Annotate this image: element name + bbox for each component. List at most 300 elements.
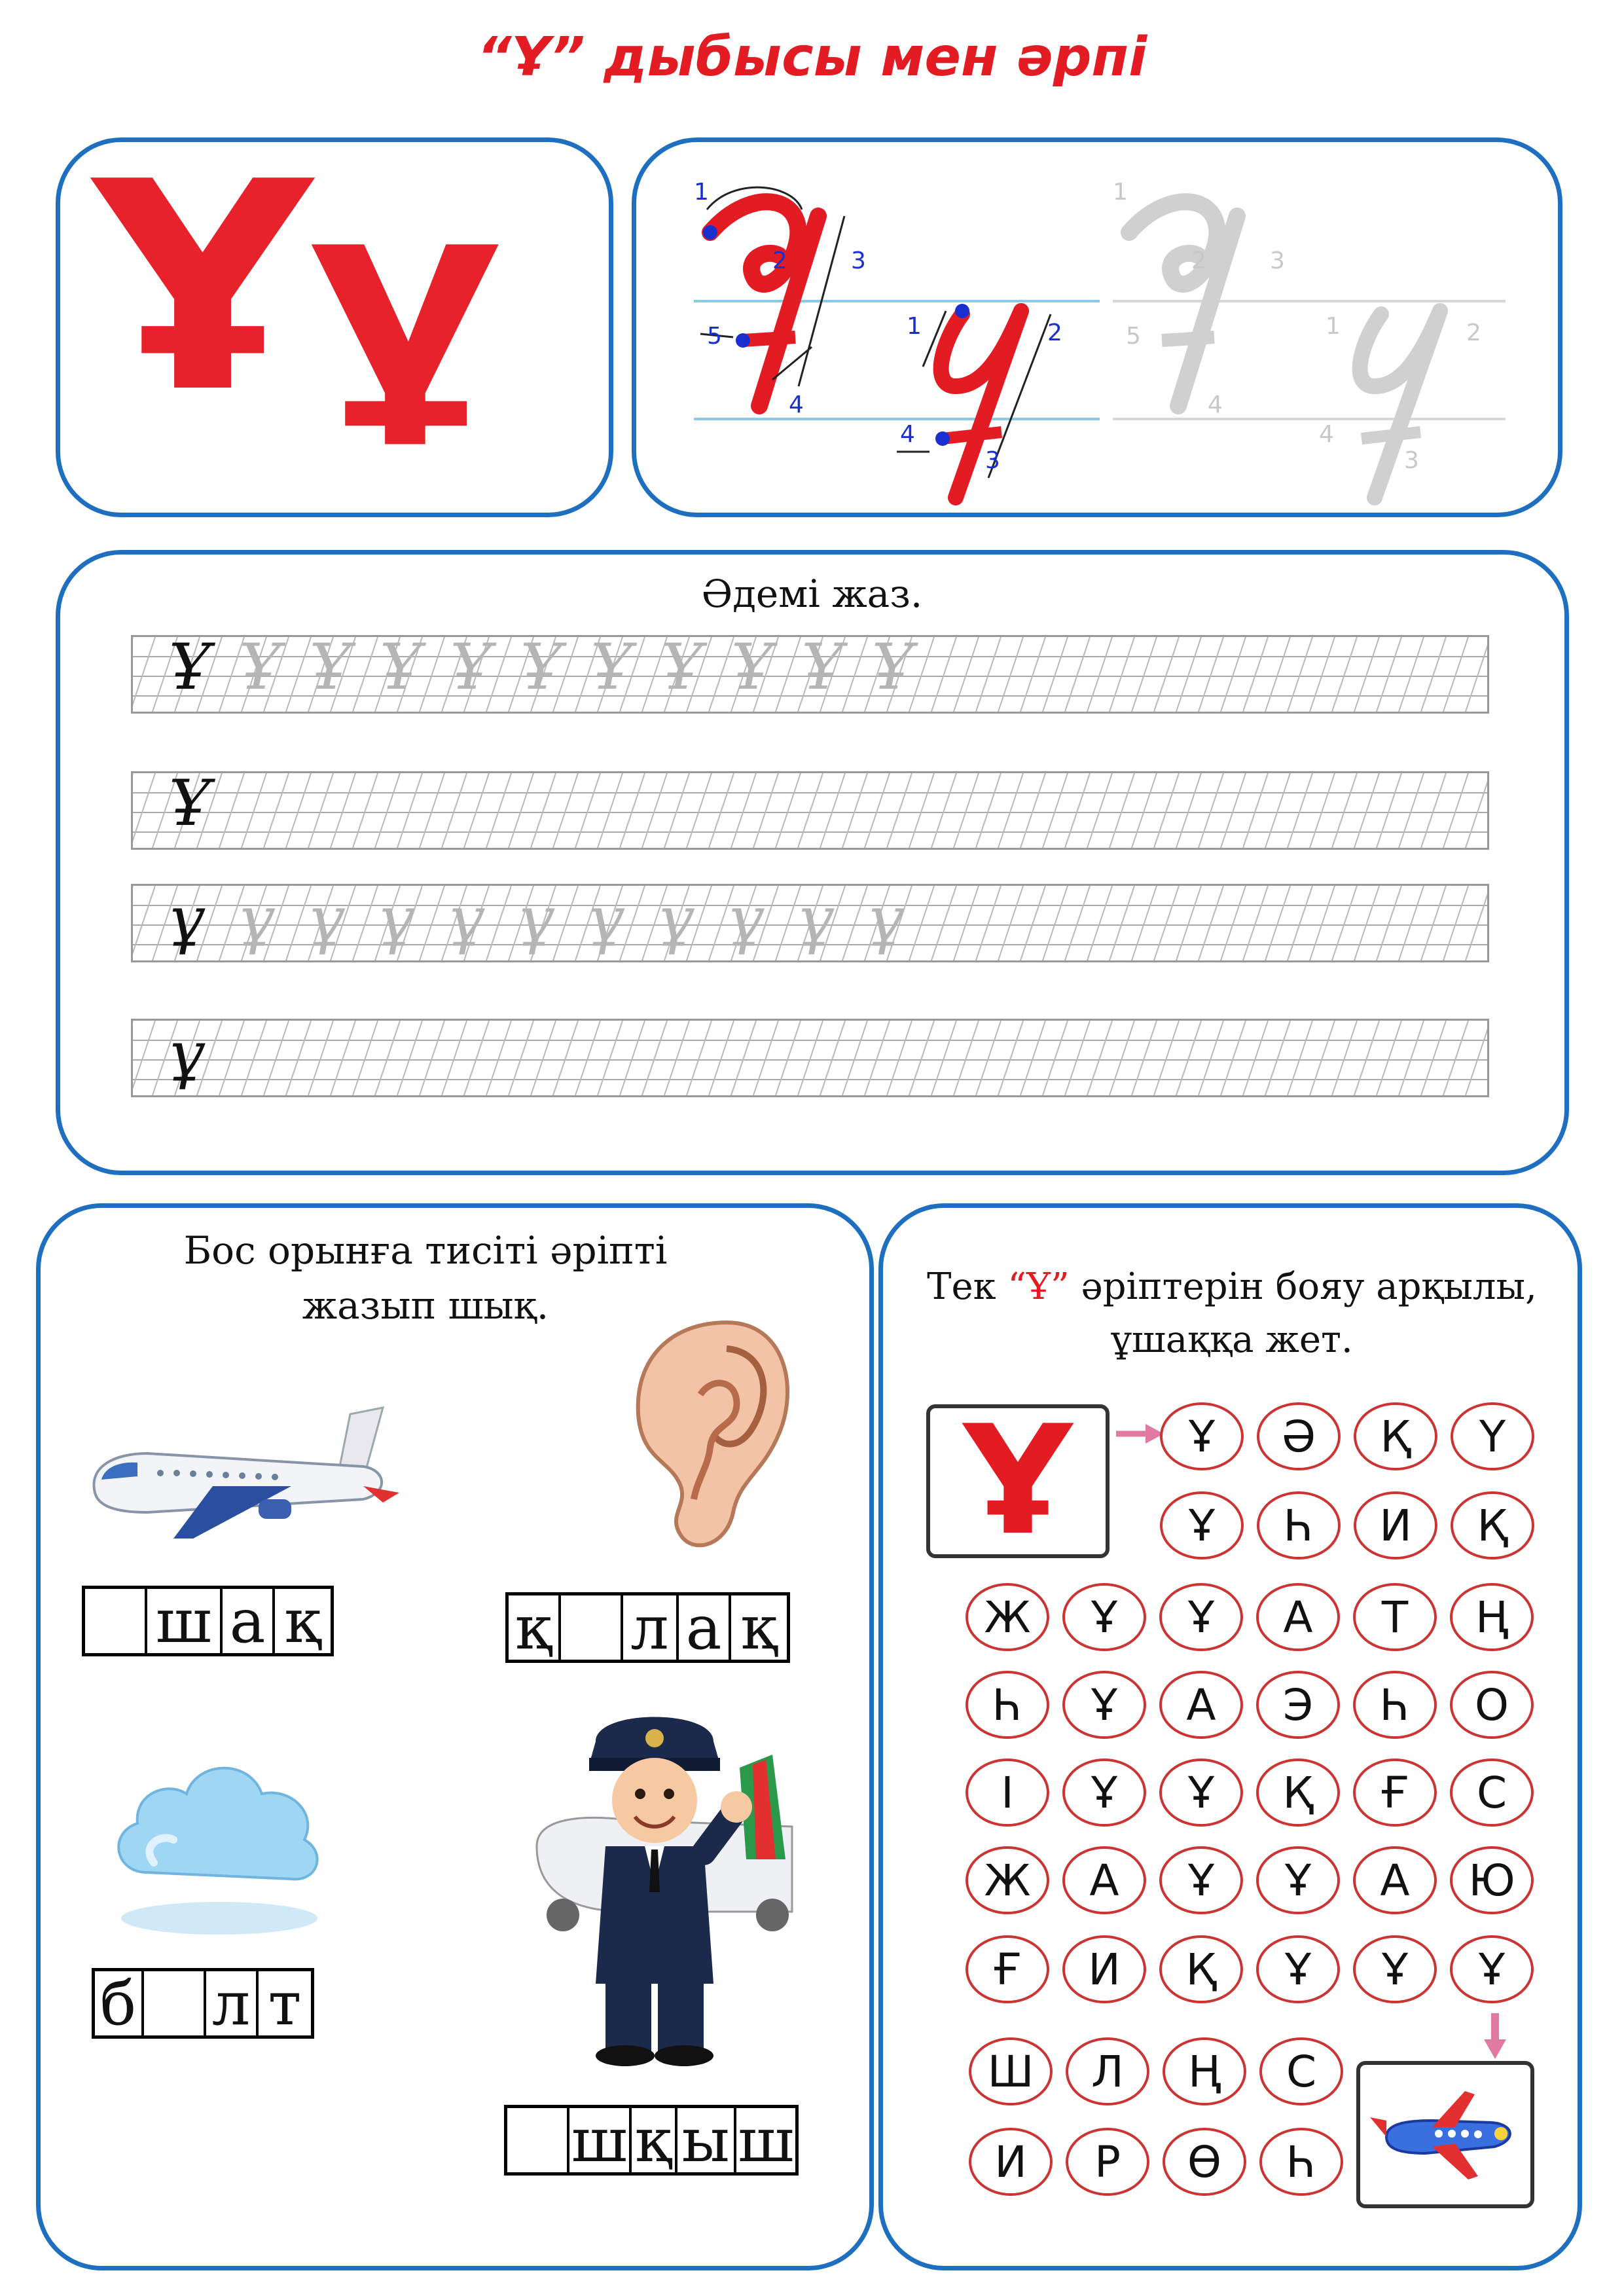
slant-line — [1331, 637, 1357, 714]
maze-circle[interactable]: Ұ — [1450, 1935, 1534, 2003]
slant-line — [1464, 1021, 1489, 1097]
trace-letter: Ұ — [380, 635, 422, 704]
slant-line — [1219, 637, 1246, 714]
trace-letter: ұ — [378, 884, 415, 957]
slant-line — [1219, 773, 1246, 850]
slant-line — [708, 1021, 734, 1097]
maze-circle[interactable]: Ұ — [1062, 1583, 1146, 1651]
slant-line — [1353, 1021, 1379, 1097]
slant-line — [463, 1021, 489, 1097]
slant-line — [530, 1021, 556, 1097]
maze-circle[interactable]: Ж — [965, 1846, 1049, 1914]
slant-line — [329, 773, 355, 850]
slant-line — [685, 773, 712, 850]
airplane-picture — [75, 1394, 403, 1545]
slant-line — [1041, 637, 1068, 714]
slant-line — [262, 773, 289, 850]
slant-line — [307, 1021, 333, 1097]
maze-circle[interactable]: Қ — [1354, 1402, 1437, 1470]
finish-airplane-icon — [1360, 2065, 1530, 2202]
slant-line — [1286, 773, 1312, 850]
slant-line — [1398, 886, 1424, 962]
slant-line — [441, 1021, 467, 1097]
slant-line — [1442, 1021, 1468, 1097]
letter-cell: қ — [740, 1593, 778, 1663]
slant-line — [218, 1021, 244, 1097]
letter-cell: б — [95, 1971, 144, 2035]
letter-cell: ш — [738, 2105, 794, 2176]
trace-letter: Ұ — [871, 635, 914, 704]
slant-line — [1308, 1021, 1335, 1097]
slant-line — [1264, 637, 1290, 714]
slant-line — [952, 1021, 979, 1097]
slant-line — [930, 637, 956, 714]
slant-line — [1375, 637, 1401, 714]
slant-line — [1064, 1021, 1090, 1097]
maze-circle[interactable]: Р — [1066, 2128, 1149, 2196]
slant-line — [1219, 1021, 1246, 1097]
slant-line — [1130, 886, 1157, 962]
maze-circle[interactable]: Ұ — [1160, 1491, 1244, 1559]
slant-line — [1041, 773, 1068, 850]
slant-line — [1308, 773, 1335, 850]
word-box-pilot — [504, 2105, 799, 2176]
letter-cell: қ — [632, 2108, 677, 2172]
slant-line — [1019, 637, 1045, 714]
slant-line — [708, 773, 734, 850]
letter-cell: т — [268, 1969, 302, 2039]
trace-letter: ұ — [867, 884, 904, 957]
slant-line — [952, 773, 979, 850]
slant-line — [1264, 773, 1290, 850]
writing-strip-1[interactable] — [131, 635, 1489, 714]
maze-circle[interactable]: Ш — [969, 2037, 1053, 2105]
slant-line — [1242, 1021, 1268, 1097]
slant-line — [240, 1021, 266, 1097]
slant-line — [1464, 773, 1489, 850]
trace-letter: ұ — [728, 884, 765, 957]
sample-letter: ұ — [169, 1019, 205, 1091]
maze-circle[interactable]: Ғ — [1353, 1758, 1437, 1827]
maze-circle[interactable]: Ұ — [1353, 1935, 1437, 2003]
slant-line — [1242, 637, 1268, 714]
slant-line — [133, 1021, 155, 1097]
slant-line — [1064, 637, 1090, 714]
maze-heading-line1: Тек “Ұ” әріптерін бояу арқылы, — [927, 1266, 1537, 1308]
slant-line — [374, 1021, 400, 1097]
slant-line — [819, 773, 845, 850]
slant-line — [952, 637, 979, 714]
slant-line — [285, 773, 311, 850]
maze-circle[interactable]: О — [1450, 1671, 1534, 1739]
slant-line — [863, 1021, 890, 1097]
writing-strip-4[interactable] — [131, 1019, 1489, 1097]
writing-strip-2[interactable] — [131, 771, 1489, 850]
slant-line — [463, 773, 489, 850]
slant-line — [1086, 886, 1112, 962]
slant-line — [730, 1021, 756, 1097]
ghost-upper-step-2: 2 — [1191, 247, 1206, 274]
slant-line — [1353, 773, 1379, 850]
slant-line — [930, 773, 956, 850]
slant-line — [997, 1021, 1023, 1097]
maze-circle[interactable]: І — [965, 1758, 1049, 1827]
slant-line — [1041, 1021, 1068, 1097]
maze-row-3 — [965, 1583, 1534, 1651]
slant-line — [329, 1021, 355, 1097]
trace-letter: Ұ — [660, 635, 702, 704]
maze-circle[interactable]: С — [1450, 1758, 1534, 1827]
trace-letter: Ұ — [239, 635, 281, 704]
slant-line — [908, 773, 934, 850]
slant-line — [908, 1021, 934, 1097]
slant-line — [797, 1021, 823, 1097]
maze-row-4 — [965, 1671, 1534, 1739]
maze-circle[interactable]: Ұ — [1062, 1758, 1146, 1827]
maze-heading-line2: ұшаққа жет. — [1111, 1319, 1353, 1362]
slant-line — [396, 1021, 422, 1097]
lower-step-2: 2 — [1047, 319, 1062, 346]
slant-line — [1286, 637, 1312, 714]
slant-line — [619, 1021, 645, 1097]
sample-letter: ұ — [169, 884, 205, 957]
ghost-lower-step-1: 1 — [1326, 313, 1341, 340]
maze-circle[interactable]: А — [1256, 1583, 1340, 1651]
maze-circle[interactable]: Ө — [1163, 2128, 1246, 2196]
slant-line — [641, 1021, 667, 1097]
slant-line — [1153, 637, 1179, 714]
slant-line — [441, 773, 467, 850]
maze-circle[interactable]: Һ — [1259, 2128, 1343, 2196]
letter-cell: а — [223, 1589, 275, 1653]
slant-line — [374, 773, 400, 850]
maze-circle[interactable]: А — [1353, 1846, 1437, 1914]
writing-heading: Әдемі жаз. — [701, 572, 923, 616]
slant-line — [418, 773, 444, 850]
trace-letter: ұ — [518, 884, 554, 957]
slant-line — [552, 773, 578, 850]
maze-circle[interactable]: Ұ — [1256, 1935, 1340, 2003]
maze-row-5 — [965, 1758, 1534, 1827]
blank-cell[interactable] — [561, 1595, 623, 1660]
fill-in-heading-line2: жазып шық. — [302, 1283, 549, 1328]
slant-line — [1197, 773, 1223, 850]
slant-line — [1175, 637, 1201, 714]
slant-line — [596, 1021, 623, 1097]
slant-line — [133, 637, 155, 714]
maze-circle[interactable]: А — [1062, 1846, 1146, 1914]
trace-letter: Ұ — [309, 635, 352, 704]
upper-letter-stroke — [700, 187, 844, 406]
maze-circle[interactable]: Ң — [1450, 1583, 1534, 1651]
ghost-upper-step-4: 4 — [1208, 392, 1223, 418]
slant-line — [1153, 773, 1179, 850]
maze-circle[interactable]: Ү — [1451, 1402, 1534, 1470]
letter-cell: ш — [569, 2108, 632, 2172]
slant-line — [797, 773, 823, 850]
maze-circle[interactable]: Ә — [1257, 1402, 1341, 1470]
blank-cell[interactable] — [507, 2108, 569, 2172]
ear-picture — [628, 1316, 799, 1558]
slant-line — [730, 773, 756, 850]
maze-circle[interactable]: Ғ — [965, 1935, 1049, 2003]
letter-cell: л — [206, 1971, 259, 2035]
writing-row-3 — [169, 884, 904, 957]
slant-line — [1108, 1021, 1134, 1097]
blank-cell[interactable] — [85, 1589, 147, 1653]
slant-line — [1019, 1021, 1045, 1097]
blank-cell[interactable] — [144, 1971, 206, 2035]
slant-line — [1064, 773, 1090, 850]
letter-cell: қ — [509, 1595, 561, 1660]
slant-line — [1420, 773, 1446, 850]
slant-line — [1286, 886, 1312, 962]
slant-line — [1464, 637, 1489, 714]
writing-row-4 — [169, 1019, 205, 1091]
slant-line — [1375, 773, 1401, 850]
word-box-airplane — [82, 1586, 334, 1656]
slant-line — [1442, 773, 1468, 850]
slant-line — [1353, 886, 1379, 962]
slant-line — [641, 773, 667, 850]
slant-line — [819, 1021, 845, 1097]
slant-line — [1153, 886, 1179, 962]
maze-circle[interactable]: Қ — [1256, 1758, 1340, 1827]
slant-line — [774, 1021, 801, 1097]
slant-line — [841, 773, 867, 850]
slant-line — [1175, 773, 1201, 850]
letter-cell: ш — [147, 1589, 223, 1653]
trace-letter: ұ — [308, 884, 345, 957]
maze-heading-letter: “Ұ” — [1007, 1266, 1070, 1308]
trace-letter: Ұ — [801, 635, 843, 704]
stroke-guide — [681, 170, 1532, 511]
slant-line — [1064, 886, 1090, 962]
slant-line — [1286, 1021, 1312, 1097]
slant-line — [1420, 1021, 1446, 1097]
slant-line — [663, 773, 689, 850]
maze-row-1 — [1160, 1402, 1534, 1470]
slant-line — [752, 773, 778, 850]
slant-line — [1130, 1021, 1157, 1097]
slant-line — [863, 773, 890, 850]
trace-letter: Ұ — [590, 635, 632, 704]
slant-line — [663, 1021, 689, 1097]
slant-line — [596, 773, 623, 850]
slant-line — [133, 886, 155, 962]
lower-step-1: 1 — [907, 313, 922, 340]
slant-line — [507, 773, 533, 850]
ghost-lower-step-4: 4 — [1319, 421, 1334, 448]
slant-line — [1130, 637, 1157, 714]
slant-line — [574, 1021, 600, 1097]
slant-line — [1086, 637, 1112, 714]
ghost-lower-step-2: 2 — [1466, 319, 1481, 346]
slant-line — [952, 886, 979, 962]
cloud-picture — [101, 1741, 337, 1951]
big-letter-display — [93, 120, 497, 456]
trace-letter: Ұ — [520, 635, 562, 704]
slant-line — [1108, 637, 1134, 714]
slant-line — [352, 773, 378, 850]
trace-letter: Ұ — [450, 635, 492, 704]
upper-step-4: 4 — [789, 392, 804, 418]
word-box-ear — [505, 1592, 790, 1663]
slant-line — [1019, 773, 1045, 850]
slant-line — [1019, 886, 1045, 962]
slant-line — [1331, 1021, 1357, 1097]
slant-line — [1308, 886, 1335, 962]
slant-line — [396, 773, 422, 850]
slant-line — [1420, 637, 1446, 714]
maze-circle[interactable]: Ұ — [1160, 1402, 1244, 1470]
slant-line — [507, 1021, 533, 1097]
slant-line — [530, 773, 556, 850]
maze-row-7 — [965, 1935, 1534, 2003]
upper-step-5: 5 — [707, 323, 722, 350]
maze-row-8 — [969, 2037, 1343, 2105]
slant-line — [1442, 637, 1468, 714]
fill-in-heading-line1: Бос орынға тисіті әріпті — [183, 1228, 668, 1273]
slant-line — [1464, 886, 1489, 962]
maze-circle[interactable]: Ж — [965, 1583, 1049, 1651]
slant-line — [1086, 773, 1112, 850]
lower-step-3: 3 — [985, 447, 1000, 474]
slant-line — [1308, 637, 1335, 714]
slant-line — [619, 773, 645, 850]
slant-line — [574, 773, 600, 850]
slant-line — [908, 886, 934, 962]
ghost-upper-step-1: 1 — [1113, 179, 1128, 206]
letter-cell: л — [623, 1595, 679, 1660]
slant-line — [975, 1021, 1001, 1097]
word-box-cloud — [92, 1968, 314, 2039]
maze-circle[interactable]: А — [1159, 1671, 1243, 1739]
writing-row-1 — [169, 635, 913, 704]
slant-line — [1375, 1021, 1401, 1097]
letter-cell: а — [679, 1595, 731, 1660]
maze-finish-box — [1356, 2061, 1534, 2208]
maze-row-2 — [1160, 1491, 1534, 1559]
slant-line — [975, 773, 1001, 850]
sample-letter: Ұ — [169, 635, 211, 704]
upper-step-3: 3 — [851, 247, 866, 274]
lower-step-4: 4 — [900, 421, 915, 448]
letter-cell: ы — [677, 2108, 736, 2172]
down-arrow-icon — [1481, 2010, 1509, 2061]
maze-circle[interactable]: Ю — [1450, 1846, 1534, 1914]
slant-line — [1420, 886, 1446, 962]
maze-circle[interactable]: Қ — [1451, 1491, 1534, 1559]
maze-circle[interactable]: Ұ — [1159, 1758, 1243, 1827]
maze-heading — [885, 1260, 1579, 1366]
writing-strip-3[interactable] — [131, 884, 1489, 962]
slant-line — [1130, 773, 1157, 850]
slant-line — [1219, 886, 1246, 962]
slant-line — [1242, 773, 1268, 850]
maze-circle[interactable]: Һ — [1353, 1671, 1437, 1739]
slant-line — [1197, 637, 1223, 714]
slant-line — [1398, 773, 1424, 850]
slant-line — [485, 773, 511, 850]
maze-circle[interactable]: И — [1062, 1935, 1146, 2003]
maze-circle[interactable]: Ұ — [1159, 1583, 1243, 1651]
slant-line — [752, 1021, 778, 1097]
trace-letter: ұ — [658, 884, 695, 957]
upper-step-1: 1 — [694, 179, 709, 206]
slant-line — [1041, 886, 1068, 962]
big-letter-upper: Ұ — [93, 120, 306, 456]
maze-circle[interactable]: Ұ — [1062, 1671, 1146, 1739]
slant-line — [1197, 886, 1223, 962]
slant-line — [1353, 637, 1379, 714]
maze-circle[interactable]: Л — [1066, 2037, 1149, 2105]
ghost-upper-step-3: 3 — [1270, 247, 1285, 274]
trace-letter: ұ — [588, 884, 624, 957]
slant-line — [418, 1021, 444, 1097]
slant-line — [1264, 1021, 1290, 1097]
slant-line — [841, 1021, 867, 1097]
maze-circle[interactable]: Һ — [1257, 1491, 1341, 1559]
slant-line — [552, 1021, 578, 1097]
slant-line — [352, 1021, 378, 1097]
slant-line — [1264, 886, 1290, 962]
page-title: “Ұ” дыбысы мен әрпі — [477, 26, 1147, 88]
maze-circle[interactable]: Э — [1256, 1671, 1340, 1739]
maze-row-9 — [969, 2128, 1343, 2196]
maze-circle[interactable]: С — [1259, 2037, 1343, 2105]
maze-circle[interactable]: И — [969, 2128, 1053, 2196]
start-arrow-icon — [1113, 1421, 1165, 1447]
slant-line — [975, 886, 1001, 962]
maze-start-box: Ұ — [926, 1404, 1110, 1558]
slant-line — [930, 886, 956, 962]
maze-circle[interactable]: Һ — [965, 1671, 1049, 1739]
slant-line — [1197, 1021, 1223, 1097]
slant-line — [1331, 886, 1357, 962]
slant-line — [886, 773, 912, 850]
maze-circle[interactable]: Қ — [1159, 1935, 1243, 2003]
maze-circle[interactable]: Ұ — [1159, 1846, 1243, 1914]
letter-cell: қ — [284, 1586, 321, 1656]
upper-step-2: 2 — [772, 247, 787, 274]
slant-line — [975, 637, 1001, 714]
slant-line — [997, 637, 1023, 714]
slant-line — [1331, 773, 1357, 850]
ghost-lower-letter — [1360, 311, 1440, 498]
slant-line — [997, 886, 1023, 962]
slant-line — [1242, 886, 1268, 962]
slant-line — [1375, 886, 1401, 962]
slant-line — [774, 773, 801, 850]
maze-circle[interactable]: И — [1354, 1491, 1437, 1559]
trace-letter: ұ — [798, 884, 834, 957]
slant-line — [307, 773, 333, 850]
trace-letter: Ұ — [731, 635, 773, 704]
maze-circle[interactable]: Ұ — [1256, 1846, 1340, 1914]
slant-line — [886, 1021, 912, 1097]
slant-line — [285, 1021, 311, 1097]
slant-line — [218, 773, 244, 850]
maze-circle[interactable]: Ң — [1163, 2037, 1246, 2105]
slant-line — [485, 1021, 511, 1097]
sample-letter: Ұ — [169, 771, 211, 840]
writing-row-2 — [169, 771, 210, 840]
maze-circle[interactable]: Т — [1353, 1583, 1437, 1651]
slant-line — [997, 773, 1023, 850]
slant-line — [1108, 773, 1134, 850]
slant-line — [133, 773, 155, 850]
